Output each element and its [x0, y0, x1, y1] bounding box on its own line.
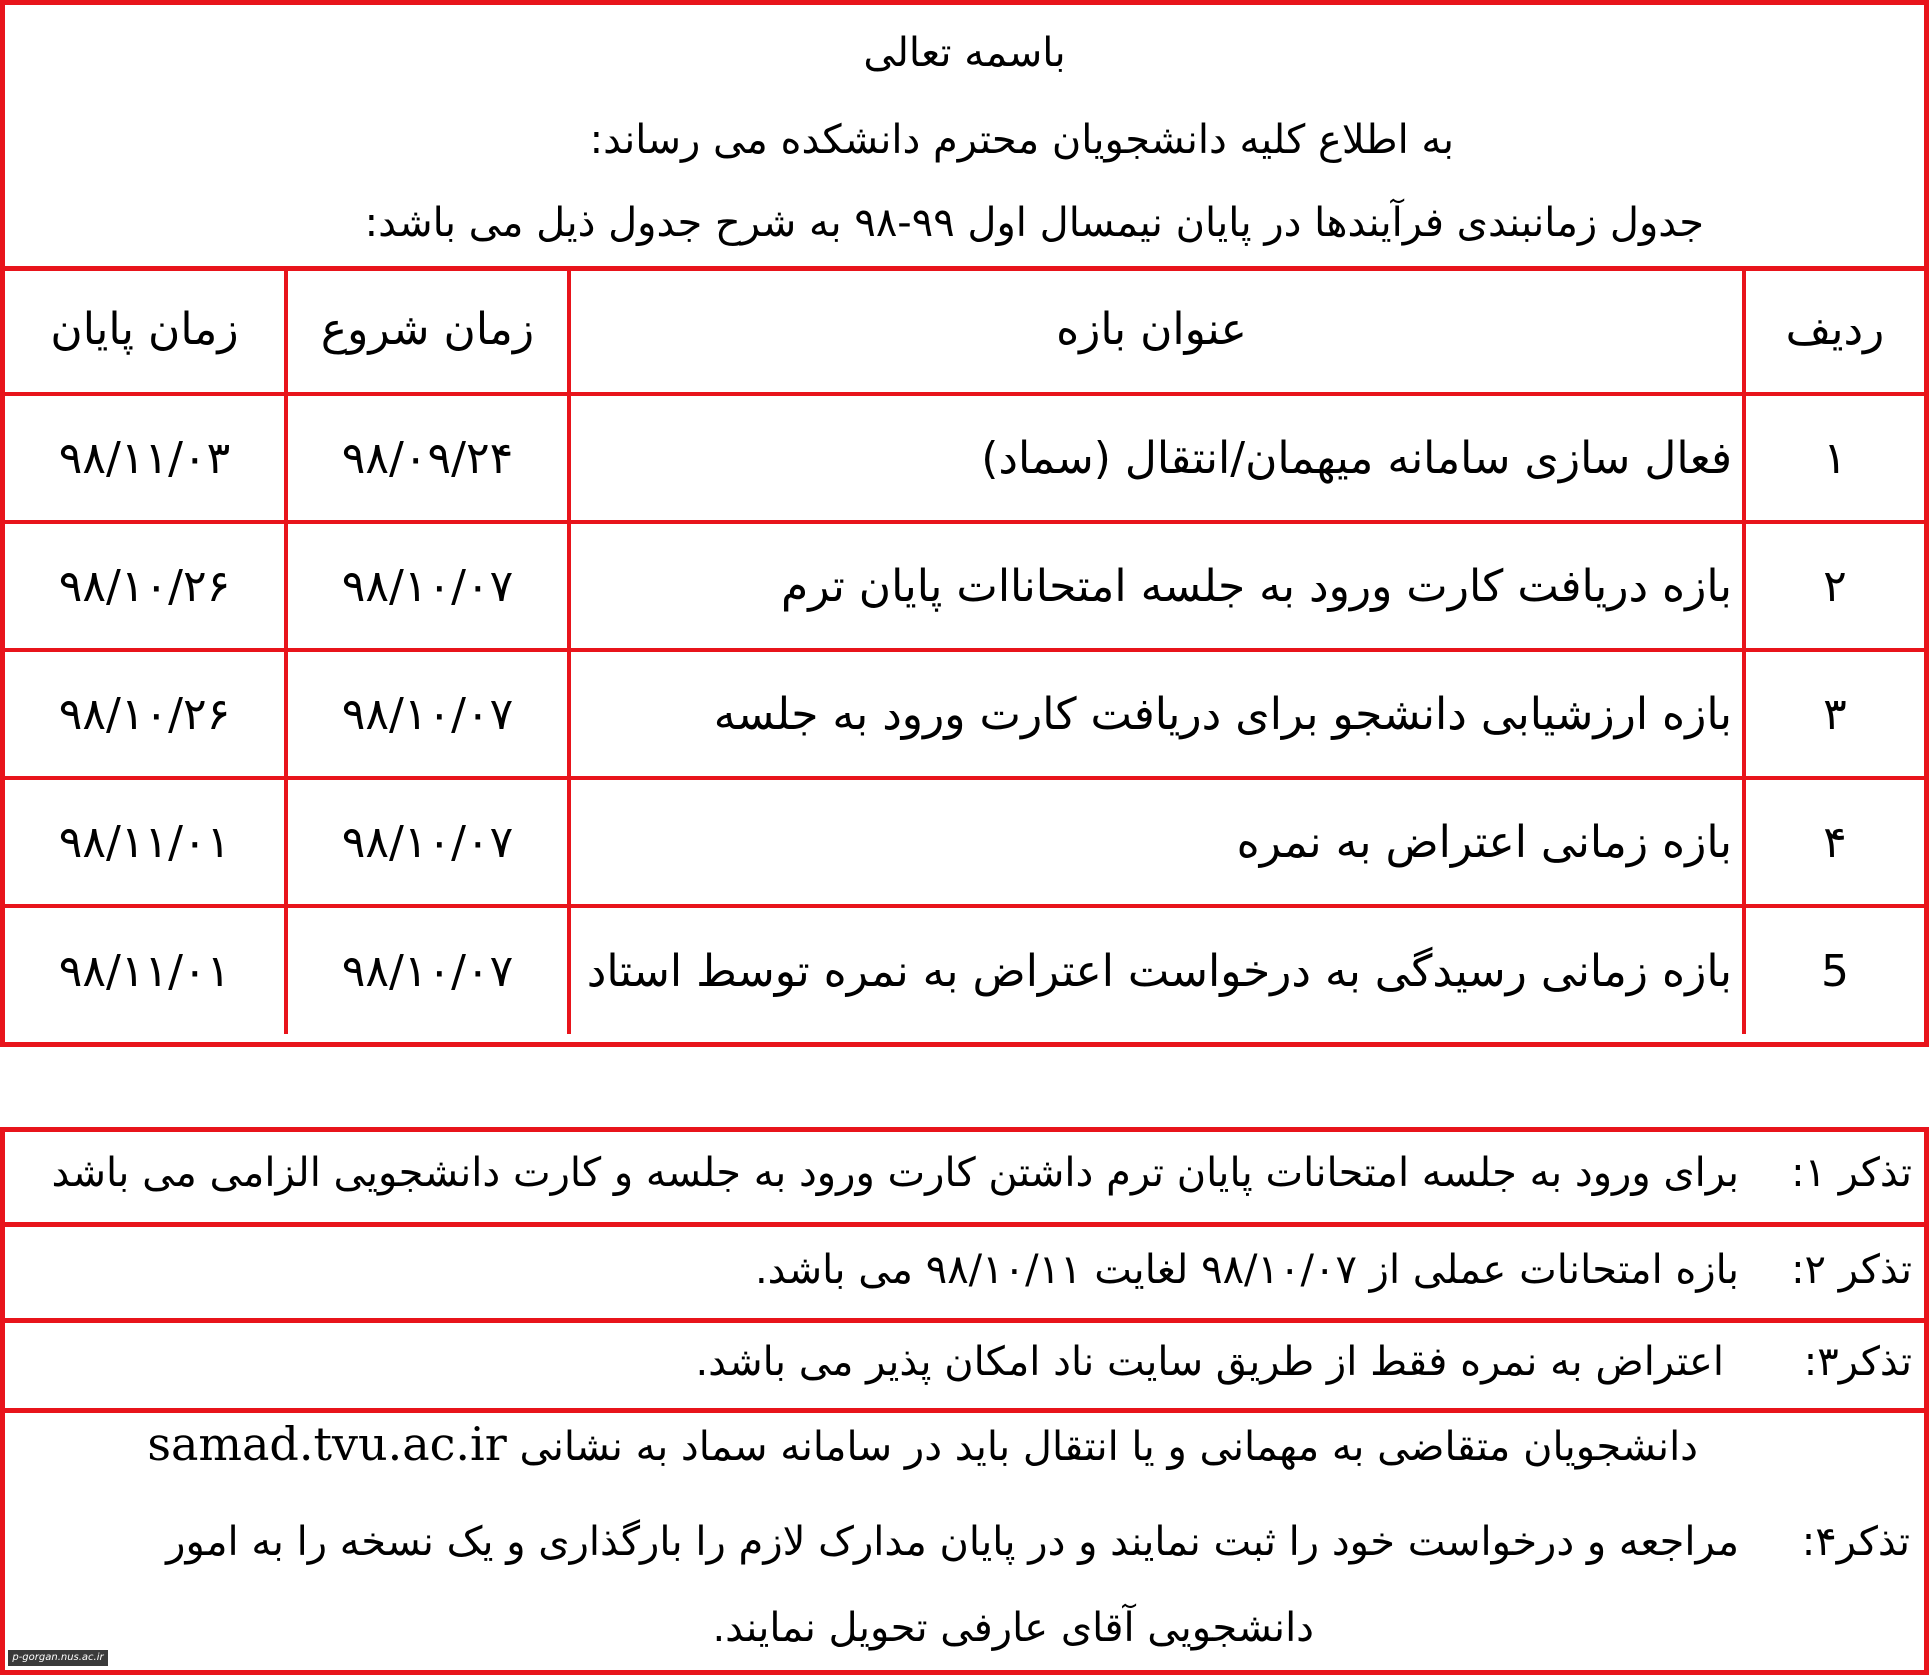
column-header-title: عنوان بازه: [569, 266, 1744, 394]
row-end-date: ۹۸/۱۱/۰۳: [5, 394, 286, 522]
row-title: بازه زمانی رسیدگی به درخواست اعتراض به نمره توسط استاد: [569, 906, 1744, 1034]
row-start-date: ۹۸/۱۰/۰۷: [286, 778, 569, 906]
note-text: بازه امتحانات عملی از ۹۸/۱۰/۰۷ لغایت ۹۸/۱۰/۱۱ می باشد.: [754, 1247, 1739, 1293]
row-end-date: ۹۸/۱۰/۲۶: [5, 650, 286, 778]
table-row: [5, 778, 1924, 906]
row-index: ۱: [1744, 394, 1924, 522]
row-end-date: ۹۸/۱۰/۲۶: [5, 522, 286, 650]
row-title: بازه زمانی اعتراض به نمره: [569, 778, 1744, 906]
note-text-line-2: مراجعه و درخواست خود را ثبت نمایند و در پایان مدارک لازم را بارگذاری و یک نسخه را به امور: [166, 1519, 1739, 1565]
notes-frame: [0, 1127, 1929, 1675]
note-1: [5, 1132, 1924, 1227]
greeting-line: باسمه تعالی: [863, 30, 1066, 76]
note-text: برای ورود به جلسه امتحانات پایان ترم داشتن کارت ورود به جلسه و کارت دانشجویی الزامی می باشد: [51, 1150, 1739, 1196]
row-start-date: ۹۸/۰۹/۲۴: [286, 394, 569, 522]
note-text-line-3: دانشجویی آقای عارفی تحویل نمایند.: [712, 1605, 1314, 1651]
row-index: ۳: [1744, 650, 1924, 778]
note-text: دانشجویان متقاضی به مهمانی و یا انتقال باید در سامانه سماد به نشانی: [519, 1424, 1698, 1470]
note-label: تذکر ۲:: [1791, 1247, 1912, 1293]
note-label: تذکر۴:: [1801, 1519, 1910, 1565]
site-watermark: p-gorgan.nus.ac.ir: [8, 1650, 108, 1666]
note-text: اعتراض به نمره فقط از طریق سایت ناد امکان پذیر می باشد.: [695, 1339, 1724, 1385]
row-end-date: ۹۸/۱۱/۰۱: [5, 906, 286, 1034]
row-index: ۲: [1744, 522, 1924, 650]
samad-url-link[interactable]: samad.tvu.ac.ir: [147, 1417, 507, 1471]
note-4: [5, 1413, 1924, 1671]
column-header-end: زمان پایان: [5, 266, 286, 394]
note-3: [5, 1323, 1924, 1413]
table-row: [5, 906, 1924, 1034]
schedule-table: [5, 266, 1924, 1034]
row-index: 5: [1744, 906, 1924, 1034]
announcement-line: به اطلاع کلیه دانشجویان محترم دانشکده می رساند:: [589, 117, 1454, 163]
row-index: ۴: [1744, 778, 1924, 906]
row-title: بازه ارزشیابی دانشجو برای دریافت کارت ورود به جلسه: [569, 650, 1744, 778]
announcement-header: [5, 5, 1924, 271]
column-header-start: زمان شروع: [286, 266, 569, 394]
schedule-intro-line: جدول زمانبندی فرآیندها در پایان نیمسال اول ۹۹-۹۸ به شرح جدول ذیل می باشد:: [364, 200, 1704, 246]
table-header-row: [5, 266, 1924, 394]
note-text-line-1: [147, 1417, 1698, 1471]
table-row: [5, 650, 1924, 778]
row-title: بازه دریافت کارت ورود به جلسه امتحاناات پایان ترم: [569, 522, 1744, 650]
note-label: تذکر۳:: [1803, 1339, 1912, 1385]
row-start-date: ۹۸/۱۰/۰۷: [286, 650, 569, 778]
row-title: فعال سازی سامانه میهمان/انتقال (سماد): [569, 394, 1744, 522]
column-header-index: ردیف: [1744, 266, 1924, 394]
row-start-date: ۹۸/۱۰/۰۷: [286, 906, 569, 1034]
row-start-date: ۹۸/۱۰/۰۷: [286, 522, 569, 650]
table-row: [5, 394, 1924, 522]
note-2: [5, 1227, 1924, 1323]
table-row: [5, 522, 1924, 650]
row-end-date: ۹۸/۱۱/۰۱: [5, 778, 286, 906]
note-label: تذکر ۱:: [1791, 1150, 1912, 1196]
